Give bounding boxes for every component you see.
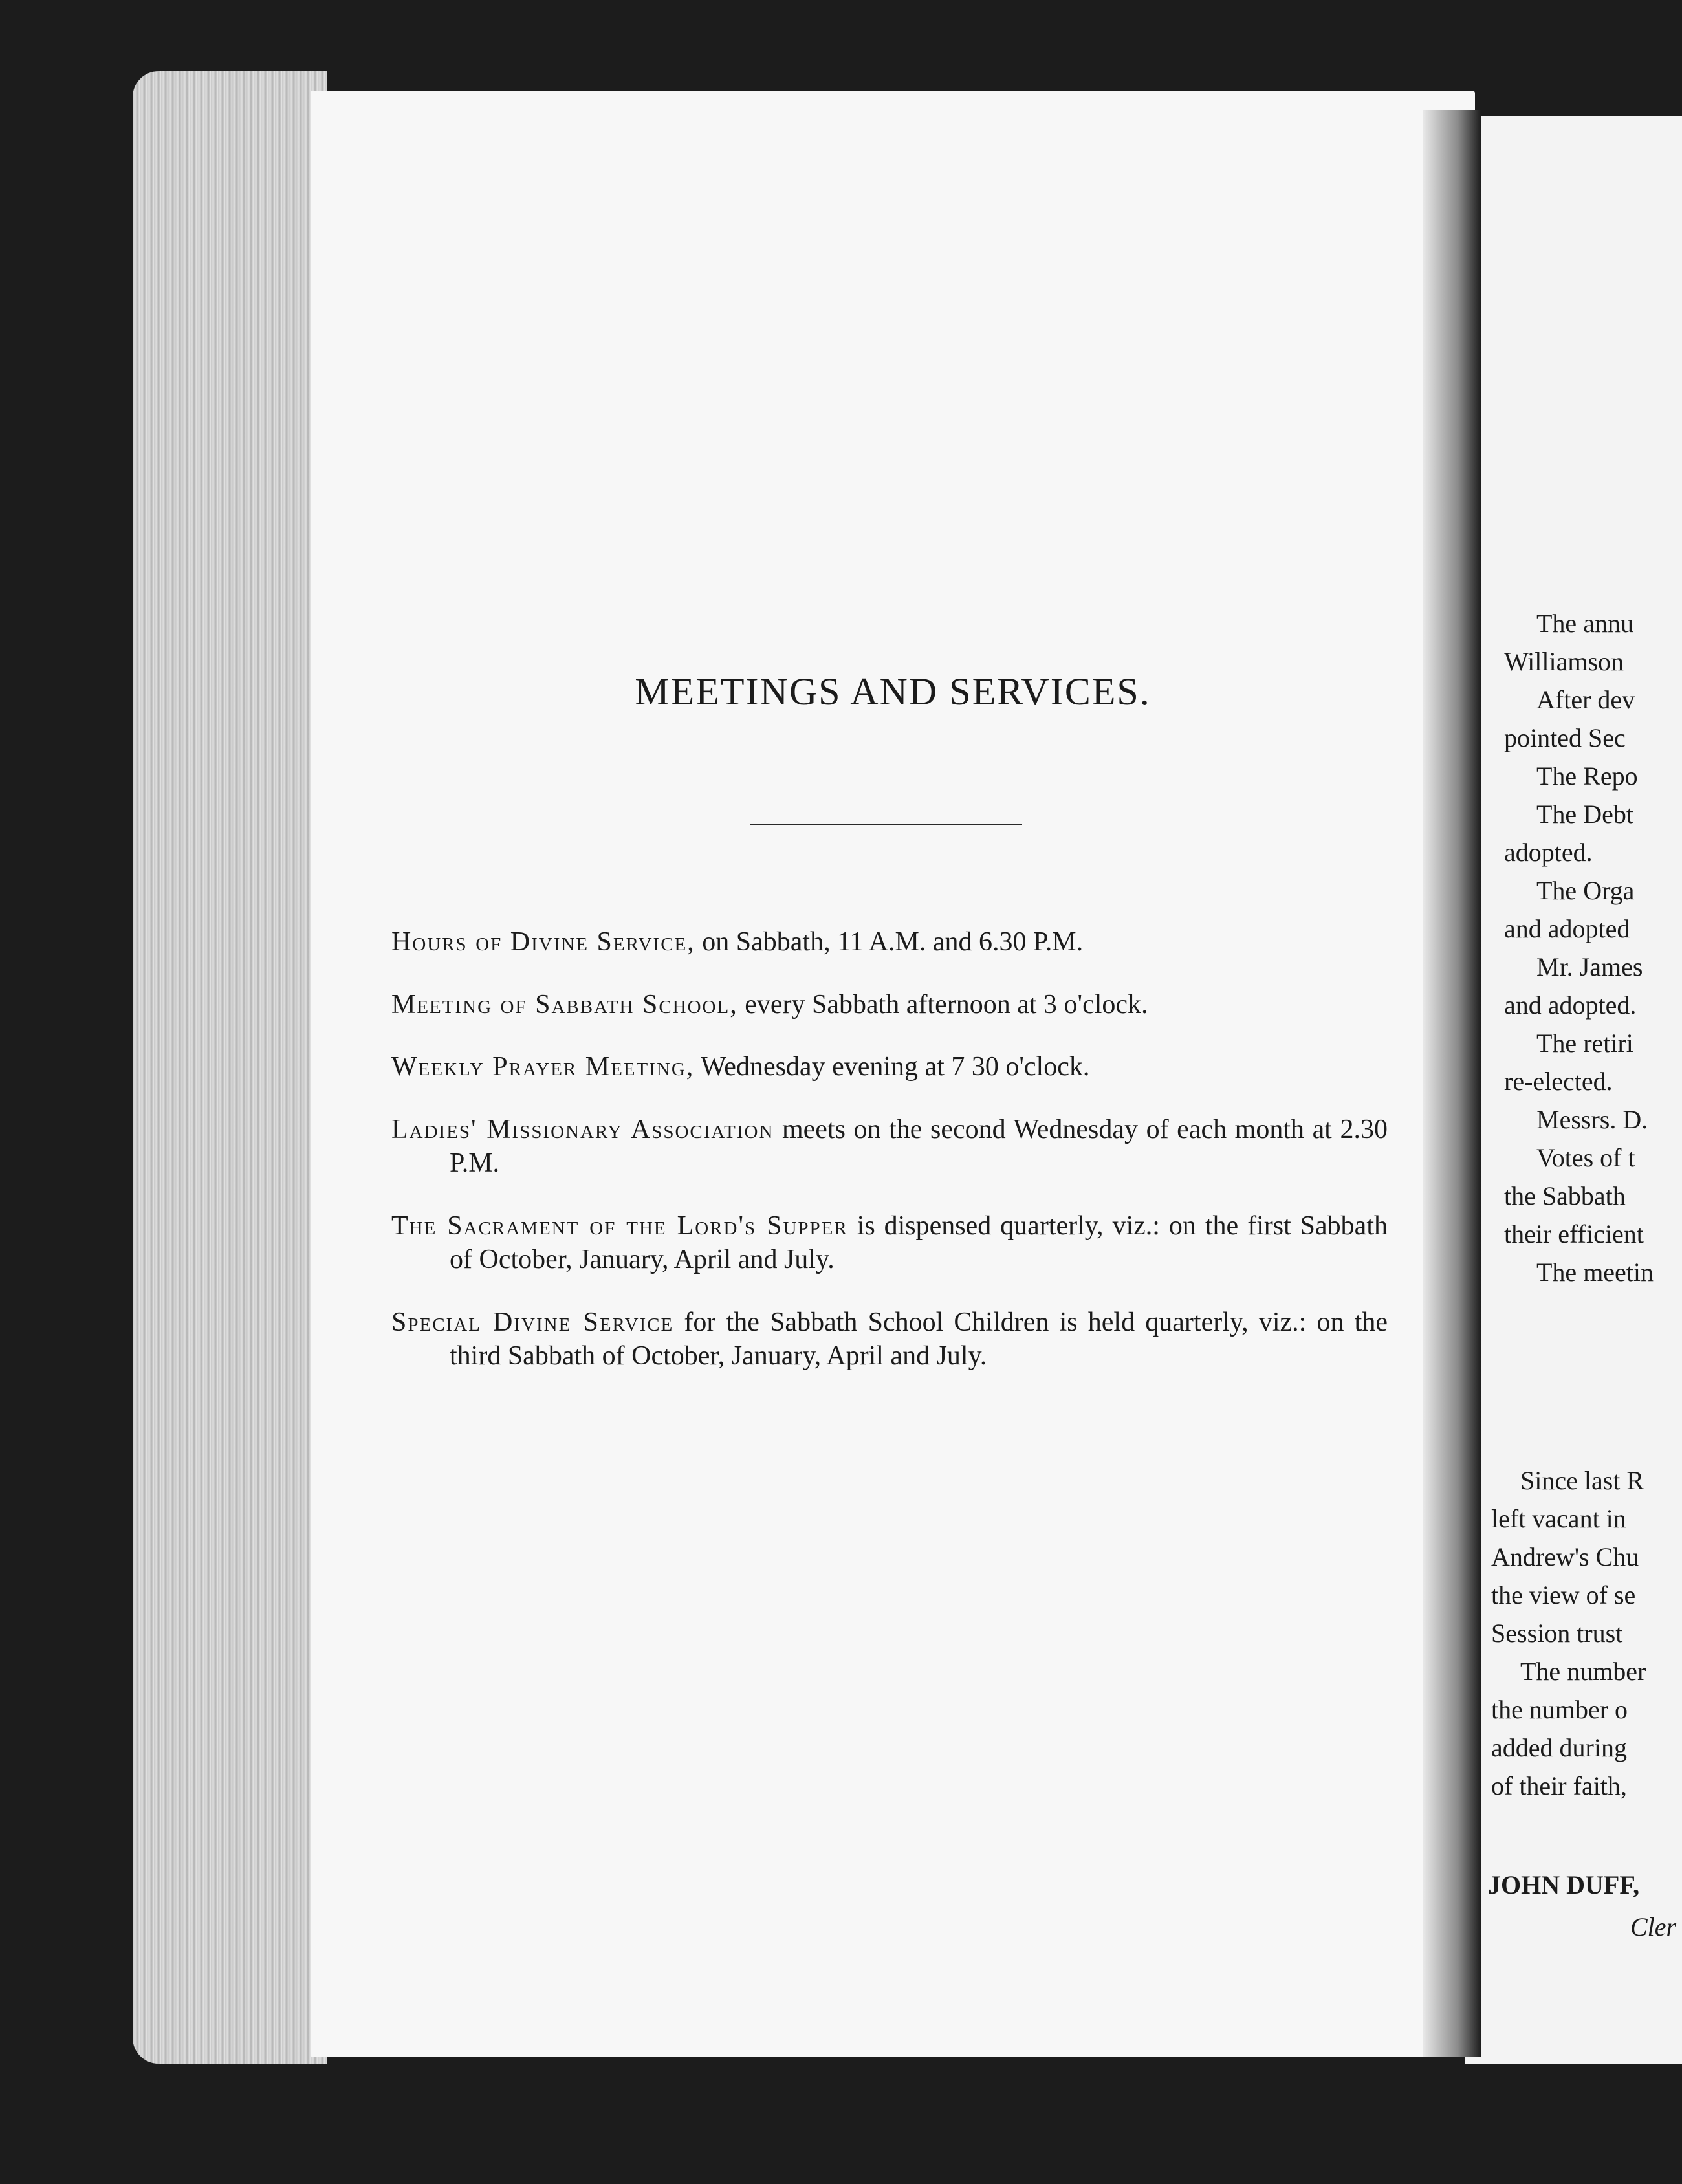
- right-line: After dev: [1536, 685, 1635, 714]
- right-line: adopted.: [1504, 838, 1593, 867]
- book-gutter: [1423, 110, 1481, 2057]
- right-line: the Sabbath: [1504, 1181, 1626, 1210]
- right-line: Williamson: [1504, 647, 1624, 676]
- page-title: MEETINGS AND SERVICES.: [635, 670, 1151, 713]
- right-line: and adopted: [1504, 914, 1630, 943]
- right-line: The Debt: [1536, 800, 1633, 829]
- right-page-text: [1504, 608, 1682, 1295]
- entry-text: is dispensed quarterly, viz.: on the first Sabbath of October, January, April and July.: [450, 1210, 1388, 1274]
- right-line: Since last R: [1520, 1466, 1644, 1495]
- right-line: The Repo: [1536, 761, 1638, 791]
- entry-heading: Meeting of Sabbath School,: [391, 989, 738, 1020]
- right-line: Votes of t: [1536, 1143, 1635, 1172]
- right-line: Session trust: [1491, 1619, 1623, 1648]
- entry-ladies-missionary: [391, 1113, 1388, 1181]
- entry-special-service: [391, 1305, 1388, 1373]
- entry-text: every Sabbath afternoon at 3 o'clock.: [737, 989, 1148, 1020]
- entry-hours-of-service: [391, 925, 1388, 959]
- right-line: The number: [1520, 1657, 1646, 1686]
- right-line: added during: [1491, 1733, 1627, 1762]
- entry-sabbath-school: [391, 988, 1388, 1022]
- title-rule: [750, 824, 1022, 825]
- entry-heading: Weekly Prayer Meeting,: [391, 1052, 695, 1082]
- right-page-paragraph: [1491, 1465, 1646, 1809]
- entry-prayer-meeting: [391, 1050, 1388, 1084]
- right-line: pointed Sec: [1504, 723, 1626, 752]
- right-line: The annu: [1536, 609, 1633, 638]
- entry-heading: Special Divine Service: [391, 1307, 674, 1337]
- entry-text: meets on the second Wednesday of each month at 2.30 P.M.: [450, 1114, 1388, 1178]
- right-line: their efficient: [1504, 1219, 1644, 1249]
- right-line: The Orga: [1536, 876, 1635, 905]
- entry-text: on Sabbath, 11 A.M. and 6.30 P.M.: [695, 927, 1084, 957]
- entry-heading: The Sacrament of the Lord's Supper: [391, 1210, 848, 1241]
- right-line: of their faith,: [1491, 1771, 1627, 1800]
- entry-lords-supper: [391, 1209, 1388, 1277]
- right-line: left vacant in: [1491, 1504, 1626, 1533]
- right-line: Andrew's Chu: [1491, 1542, 1639, 1571]
- right-line: re-elected.: [1504, 1067, 1613, 1096]
- right-line: the number o: [1491, 1695, 1628, 1724]
- signature-name: JOHN DUFF,: [1488, 1870, 1640, 1899]
- entry-heading: Hours of Divine Service,: [391, 927, 695, 957]
- right-line: Messrs. D.: [1536, 1105, 1648, 1134]
- right-line: the view of se: [1491, 1580, 1636, 1610]
- meetings-list: [391, 925, 1388, 1402]
- right-line: Mr. James: [1536, 952, 1643, 981]
- right-line: and adopted.: [1504, 990, 1637, 1020]
- signature-role: Cler: [1630, 1912, 1677, 1941]
- right-line: The retiri: [1536, 1029, 1633, 1058]
- entry-heading: Ladies' Missionary Association: [391, 1114, 774, 1144]
- book-page-edges: [133, 71, 327, 2064]
- right-line: The meetin: [1536, 1258, 1654, 1287]
- entry-text: Wednesday evening at 7 30 o'clock.: [694, 1052, 1090, 1082]
- entry-text: for the Sabbath School Children is held quarterly, viz.: on the third Sabbath of October, January, April and July.: [450, 1307, 1388, 1371]
